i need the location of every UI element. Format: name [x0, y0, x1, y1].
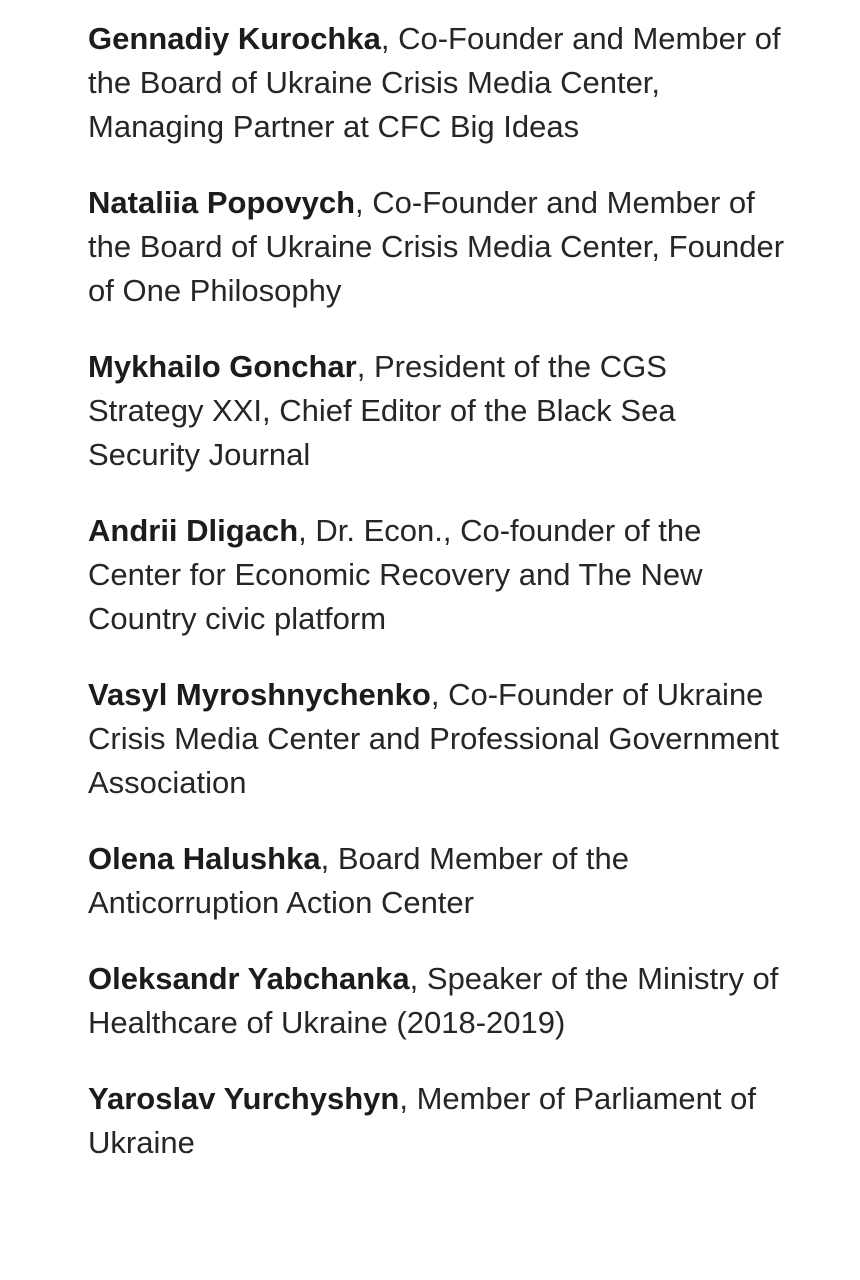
- separator: ,: [380, 21, 399, 56]
- person-entry: [88, 181, 788, 313]
- person-entry: [88, 509, 788, 641]
- person-name: Nataliia Popovych: [88, 185, 356, 220]
- person-role: Speaker of the Ministry of Healthcare of Ukraine (2018-2019): [88, 961, 779, 1040]
- person-role: Dr. Econ., Co-founder of the Center for Economic Recovery and The New Country civic platform: [88, 513, 703, 636]
- separator: ,: [399, 1081, 417, 1116]
- person-name: Yaroslav Yurchyshyn: [88, 1081, 400, 1116]
- person-name: Andrii Dligach: [88, 513, 299, 548]
- person-role: Member of Parliament of Ukraine: [88, 1081, 756, 1160]
- person-entry: [88, 1077, 788, 1165]
- separator: ,: [298, 513, 316, 548]
- person-entry: [88, 673, 788, 805]
- separator: ,: [356, 349, 374, 384]
- person-entry: [88, 345, 788, 477]
- person-role: Co-Founder and Member of the Board of Ukraine Crisis Media Center, Managing Partner at CFC Big Ideas: [88, 21, 781, 144]
- separator: ,: [355, 185, 373, 220]
- person-entry: [88, 17, 788, 149]
- person-role: Co-Founder of Ukraine Crisis Media Center and Professional Government Association: [88, 677, 779, 800]
- person-name: Olena Halushka: [88, 841, 321, 876]
- person-name: Oleksandr Yabchanka: [88, 961, 410, 996]
- person-role: President of the CGS Strategy XXI, Chief Editor of the Black Sea Security Journal: [88, 349, 676, 472]
- person-name: Vasyl Myroshnychenko: [88, 677, 431, 712]
- person-entry: [88, 837, 788, 925]
- person-role: Co-Founder and Member of the Board of Ukraine Crisis Media Center, Founder of One Philosophy: [88, 185, 785, 308]
- separator: ,: [430, 677, 449, 712]
- people-list: [88, 17, 788, 1197]
- person-name: Gennadiy Kurochka: [88, 21, 381, 56]
- person-name: Mykhailo Gonchar: [88, 349, 357, 384]
- person-role: Board Member of the Anticorruption Action Center: [88, 841, 630, 920]
- separator: ,: [320, 841, 338, 876]
- person-entry: [88, 957, 788, 1045]
- separator: ,: [409, 961, 427, 996]
